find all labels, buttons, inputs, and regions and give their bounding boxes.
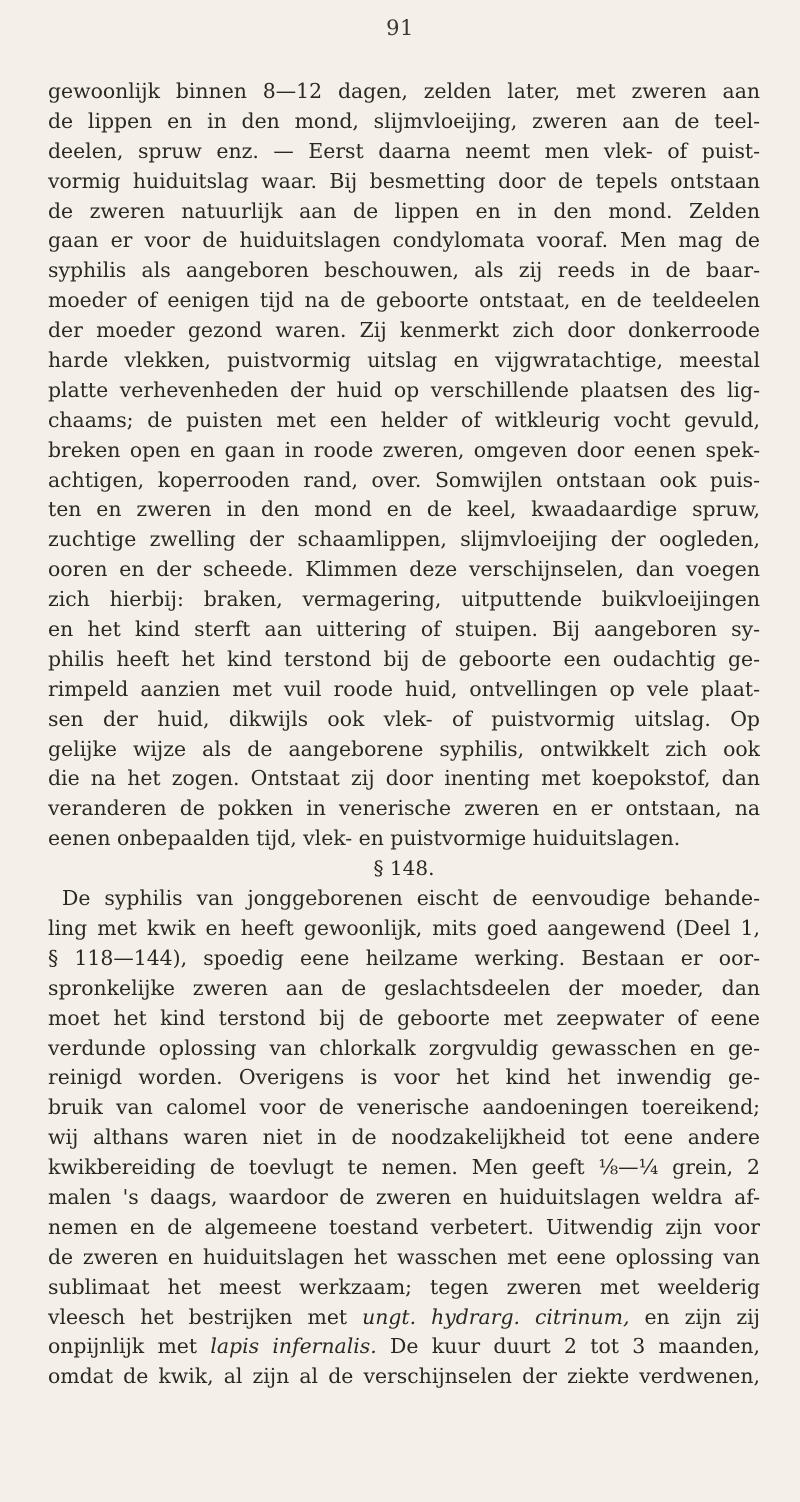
text-line: moet het kind terstond bij de geboorte met zeepwater of eene [48, 1005, 760, 1030]
italic-text: ungt. hydrarg. citrinum, [362, 1304, 630, 1329]
text-line: malen 's daags, waardoor de zweren en huiduitslagen weldra af- [48, 1184, 760, 1209]
text-line: breken open en gaan in roode zweren, omgeven door eenen spek- [48, 437, 760, 462]
text-line: omdat de kwik, al zijn al de verschijnselen der ziekte verdwenen, [48, 1364, 760, 1389]
text-line [48, 1303, 760, 1333]
text-line: deelen, spruw enz. — Eerst daarna neemt men vlek- of puist- [48, 138, 760, 163]
text-line: en het kind sterft aan uittering of stuipen. Bij aangeboren sy- [48, 617, 760, 642]
text-line: moeder of eenigen tijd na de geboorte ontstaat, en de teeldeelen [48, 288, 760, 313]
text-line: nemen en de algemeene toestand verbetert. Uitwendig zijn voor [48, 1214, 760, 1239]
text-segment: onpijnlijk met [48, 1334, 198, 1359]
text-line: chaams; de puisten met een helder of witkleurig vocht gevuld, [48, 407, 760, 432]
text-line: verdunde oplossing van chlorkalk zorgvuldig gewasschen en ge- [48, 1035, 760, 1060]
text-line: harde vlekken, puistvormig uitslag en vijgwratachtige, meestal [48, 348, 760, 373]
body-text [48, 77, 760, 1392]
text-line: sublimaat het meest werkzaam; tegen zweren met weelderig [48, 1274, 760, 1299]
text-line: zich hierbij: braken, vermagering, uitputtende buikvloeijingen [48, 587, 760, 612]
text-line: platte verhevenheden der huid op verschillende plaatsen des lig- [48, 377, 760, 402]
text-segment: vleesch het bestrijken met [48, 1304, 348, 1329]
text-line: der moeder gezond waren. Zij kenmerkt zich door donkerroode [48, 318, 760, 343]
text-line: gewoonlijk binnen 8—12 dagen, zelden later, met zweren aan [48, 79, 760, 103]
text-segment: en zijn zij [644, 1304, 760, 1329]
text-line: ten en zweren in den mond en de keel, kwaadaardige spruw, [48, 497, 760, 522]
text-line: de zweren natuurlijk aan de lippen en in den mond. Zelden [48, 198, 760, 223]
text-line: syphilis als aangeboren beschouwen, als zij reeds in de baar- [48, 258, 760, 283]
text-line: die na het zogen. Ontstaat zij door inenting met koepokstof, dan [48, 766, 760, 791]
text-line: rimpeld aanzien met vuil roode huid, ontvellingen op vele plaat- [48, 676, 760, 701]
text-line: ooren en der scheede. Klimmen deze verschijnselen, dan voegen [48, 557, 760, 582]
text-line: veranderen de pokken in venerische zweren en er ontstaan, na [48, 796, 760, 821]
text-line: ling met kwik en heeft gewoonlijk, mits goed aangewend (Deel 1, [48, 915, 760, 940]
text-line: bruik van calomel voor de venerische aandoeningen toereikend; [48, 1095, 760, 1120]
text-line: gelijke wijze als de aangeborene syphilis, ontwikkelt zich ook [48, 736, 760, 761]
text-line: De syphilis van jonggeborenen eischt de eenvoudige behande- [62, 886, 760, 911]
italic-text: lapis infernalis. [210, 1334, 377, 1359]
text-line: vormig huiduitslag waar. Bij besmetting door de tepels ontstaan [48, 168, 760, 193]
text-line: gaan er voor de huiduitslagen condylomata vooraf. Men mag de [48, 228, 760, 253]
text-segment: De kuur duurt 2 tot 3 maanden, [390, 1334, 760, 1359]
section-heading: § 148. [373, 856, 435, 881]
text-line: spronkelijke zweren aan de geslachtsdeelen der moeder, dan [48, 975, 760, 1000]
text-line: kwikbereiding de toevlugt te nemen. Men geeft ⅛—¼ grein, 2 [48, 1155, 760, 1180]
text-line: de zweren en huiduitslagen het wasschen met eene oplossing van [48, 1244, 760, 1269]
text-line: zuchtige zwelling der schaamlippen, slijmvloeijing der oogleden, [48, 527, 760, 552]
text-line: achtigen, koperrooden rand, over. Somwijlen ontstaan ook puis- [48, 467, 760, 492]
text-line: de lippen en in den mond, slijmvloeijing, zweren aan de teel- [48, 108, 760, 133]
text-line: § 118—144), spoedig eene heilzame werking. Bestaan er oor- [48, 945, 760, 970]
text-line [48, 1332, 760, 1362]
text-line: eenen onbepaalden tijd, vlek- en puistvormige huiduitslagen. [48, 826, 681, 851]
text-line: sen der huid, dikwijls ook vlek- of puistvormig uitslag. Op [48, 706, 760, 731]
text-line: wij althans waren niet in de noodzakelijkheid tot eene andere [48, 1125, 760, 1150]
page-number: 91 [386, 16, 414, 40]
text-line: reinigd worden. Overigens is voor het kind het inwendig ge- [48, 1065, 760, 1090]
text-line: philis heeft het kind terstond bij de geboorte een oudachtig ge- [48, 646, 760, 671]
